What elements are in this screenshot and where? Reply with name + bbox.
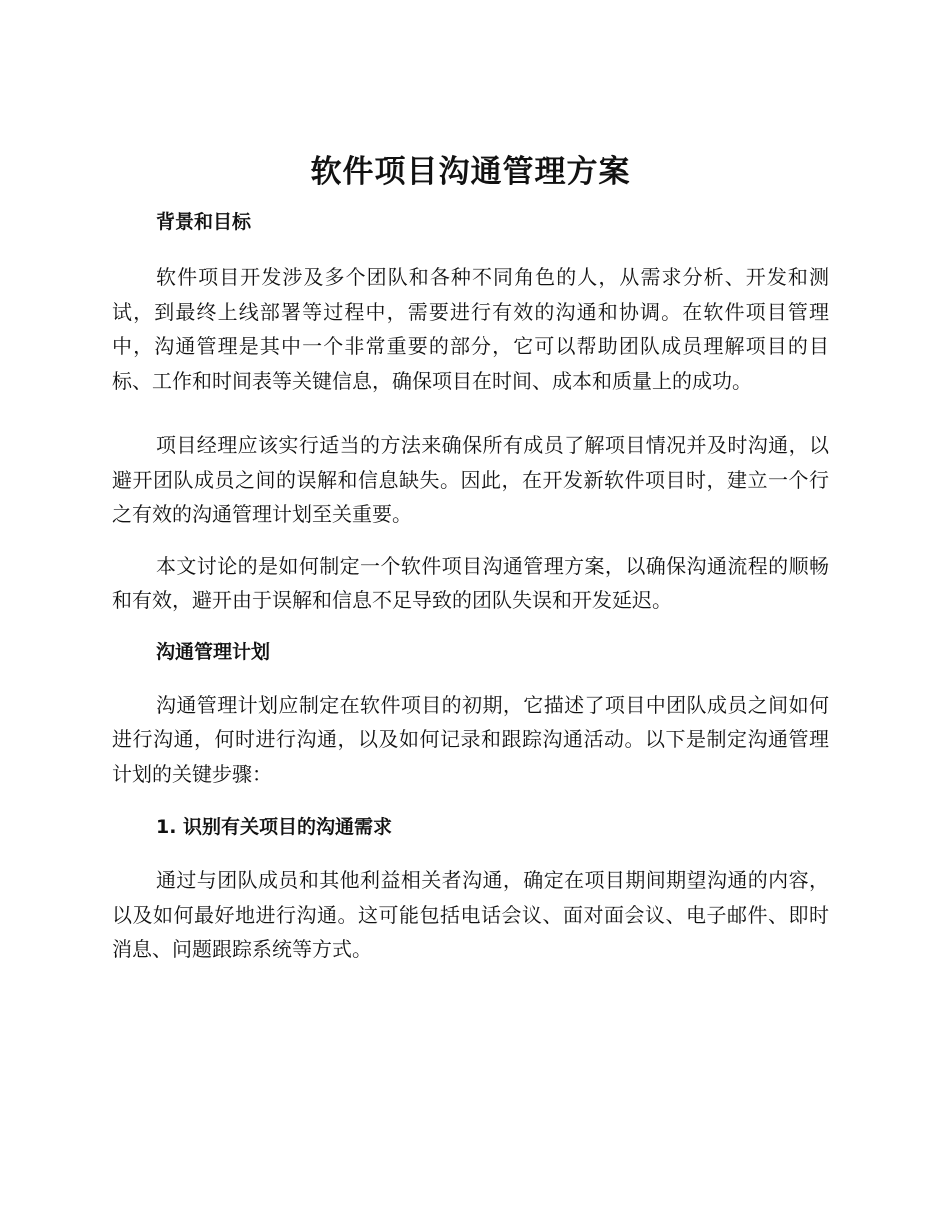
paragraph: 项目经理应该实行适当的方法来确保所有成员了解项目情况并及时沟通，以避开团队成员之间的误解和信息缺失。因此，在开发新软件项目时，建立一个行之有效的沟通管理计划至关重要。 <box>112 433 829 526</box>
document-title: 软件项目沟通管理方案 <box>310 154 631 190</box>
paragraph: 沟通管理计划应制定在软件项目的初期，它描述了项目中团队成员之间如何进行沟通，何时进行沟通，以及如何记录和跟踪沟通活动。以下是制定沟通管理计划的关键步骤： <box>112 692 829 786</box>
section-heading-background: 背景和目标 <box>156 211 252 233</box>
document-page <box>112 150 829 967</box>
paragraph: 本文讨论的是如何制定一个软件项目沟通管理方案，以确保沟通流程的顺畅和有效，避开由于误解和信息不足导致的团队失误和开发延迟。 <box>112 553 829 612</box>
paragraph: 通过与团队成员和其他利益相关者沟通，确定在项目期间期望沟通的内容，以及如何最好地进行沟通。这可能包括电话会议、面对面会议、电子邮件、即时消息、问题跟踪系统等方式。 <box>112 868 829 961</box>
section-heading-communication-plan: 沟通管理计划 <box>156 640 271 663</box>
section-heading-step-1: 1. 识别有关项目的沟通需求 <box>156 816 393 838</box>
paragraph: 软件项目开发涉及多个团队和各种不同角色的人，从需求分析、开发和测试，到最终上线部署等过程中，需要进行有效的沟通和协调。在软件项目管理中，沟通管理是其中一个非常重要的部分，它可以帮助团队成员理解项目的目标、工作和时间表等关键信息，确保项目在时间、成本和质量上的成功。 <box>112 265 829 393</box>
